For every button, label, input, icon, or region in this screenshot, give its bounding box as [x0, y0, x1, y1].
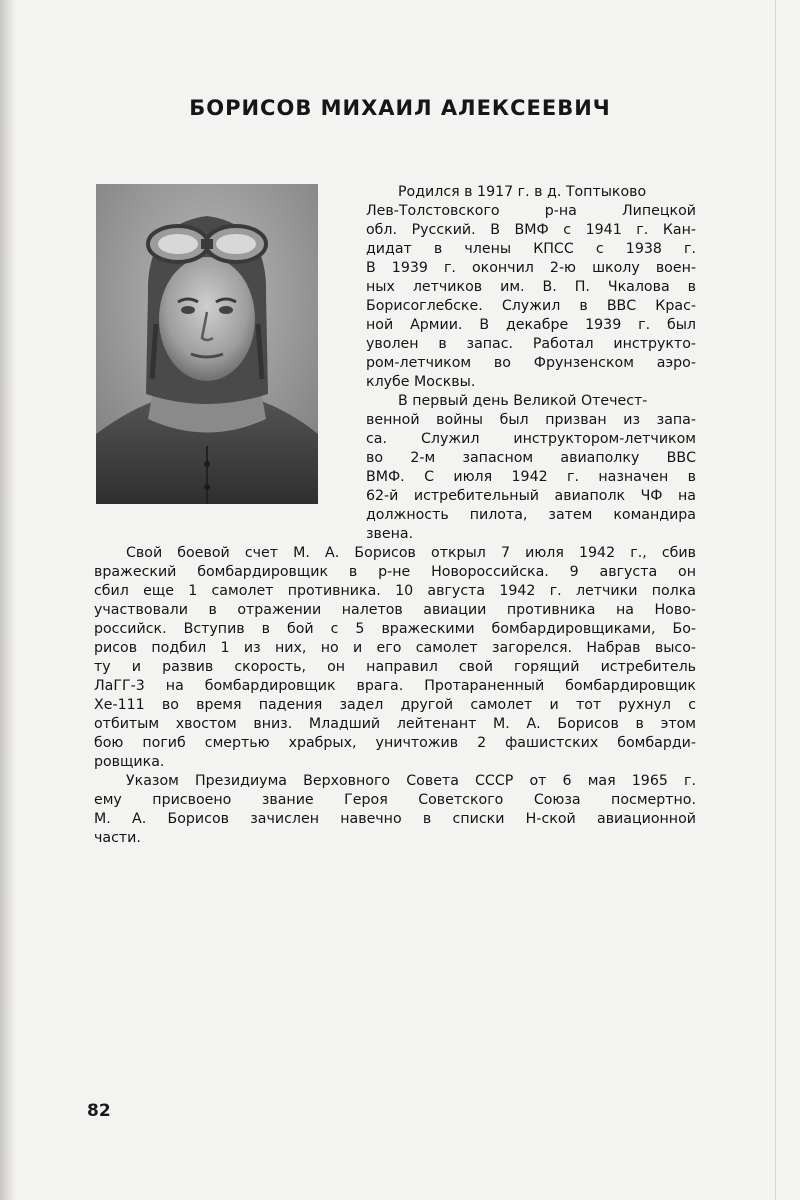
text-line: рисов подбил 1 из них, но и его самолет загорелся. Набрав высо- [94, 640, 696, 656]
text-line: бою погиб смертью храбрых, уничтожив 2 фашистских бомбарди- [94, 735, 696, 751]
text-line: обл. Русский. В ВМФ с 1941 г. Кан- [366, 222, 696, 238]
text-line: Хе-111 во время падения задел другой самолет и тот рухнул с [94, 697, 696, 713]
text-line: В 1939 г. окончил 2-ю школу воен- [366, 260, 696, 276]
text-line: венной войны был призван из запа- [366, 412, 696, 428]
text-line: ему присвоено звание Героя Советского Союза посмертно. [94, 792, 696, 808]
text-line: вражеский бомбардировщик в р-не Новороссийска. 9 августа он [94, 564, 696, 580]
text-line: ной Армии. В декабре 1939 г. был [366, 317, 696, 333]
text-line: участвовали в отражении налетов авиации противника на Ново- [94, 602, 696, 618]
text-line: ровщика. [94, 754, 165, 770]
text-line: М. А. Борисов зачислен навечно в списки Н-ской авиационной [94, 811, 696, 827]
text-line: сбил еще 1 самолет противника. 10 августа 1942 г. летчики полка [94, 583, 696, 599]
text-line: российск. Вступив в бой с 5 вражескими бомбардировщиками, Бо- [94, 621, 696, 637]
text-line: ВМФ. С июля 1942 г. назначен в [366, 469, 696, 485]
text-line: ЛаГГ-3 на бомбардировщик врага. Протараненный бомбардировщик [94, 678, 696, 694]
text-line: В первый день Великой Отечест- [398, 393, 648, 409]
text-line: Свой боевой счет М. А. Борисов открыл 7 июля 1942 г., сбив [126, 545, 696, 561]
text-line: отбитым хвостом вниз. Младший лейтенант М. А. Борисов в этом [94, 716, 696, 732]
text-line: дидат в члены КПСС с 1938 г. [366, 241, 696, 257]
text-line: клубе Москвы. [366, 374, 476, 390]
page-fold-line [775, 0, 776, 1200]
text-line: Указом Президиума Верховного Совета СССР от 6 мая 1965 г. [126, 773, 696, 789]
text-line: Лев-Толстовского р-на Липецкой [366, 203, 696, 219]
text-line: должность пилота, затем командира [366, 507, 696, 523]
text-line: Борисоглебске. Служил в ВВС Крас- [366, 298, 696, 314]
text-line: Родился в 1917 г. в д. Топтыково [398, 184, 647, 200]
portrait-photo-icon [96, 184, 318, 504]
text-line: ных летчиков им. В. П. Чкалова в [366, 279, 696, 295]
page-binding-edge [0, 0, 16, 1200]
text-line: са. Служил инструктором-летчиком [366, 431, 696, 447]
text-line: уволен в запас. Работал инструкто- [366, 336, 696, 352]
portrait-photo [96, 184, 318, 504]
text-line: части. [94, 830, 141, 846]
text-line: ром-летчиком во Фрунзенском аэро- [366, 355, 696, 371]
text-line: звена. [366, 526, 414, 542]
page-number: 82 [87, 1101, 111, 1121]
text-line: 62-й истребительный авиаполк ЧФ на [366, 488, 696, 504]
page-title: БОРИСОВ МИХАИЛ АЛЕКСЕЕВИЧ [189, 96, 611, 120]
text-line: во 2-м запасном авиаполку ВВС [366, 450, 696, 466]
text-line: ту и развив скорость, он направил свой горящий истребитель [94, 659, 696, 675]
